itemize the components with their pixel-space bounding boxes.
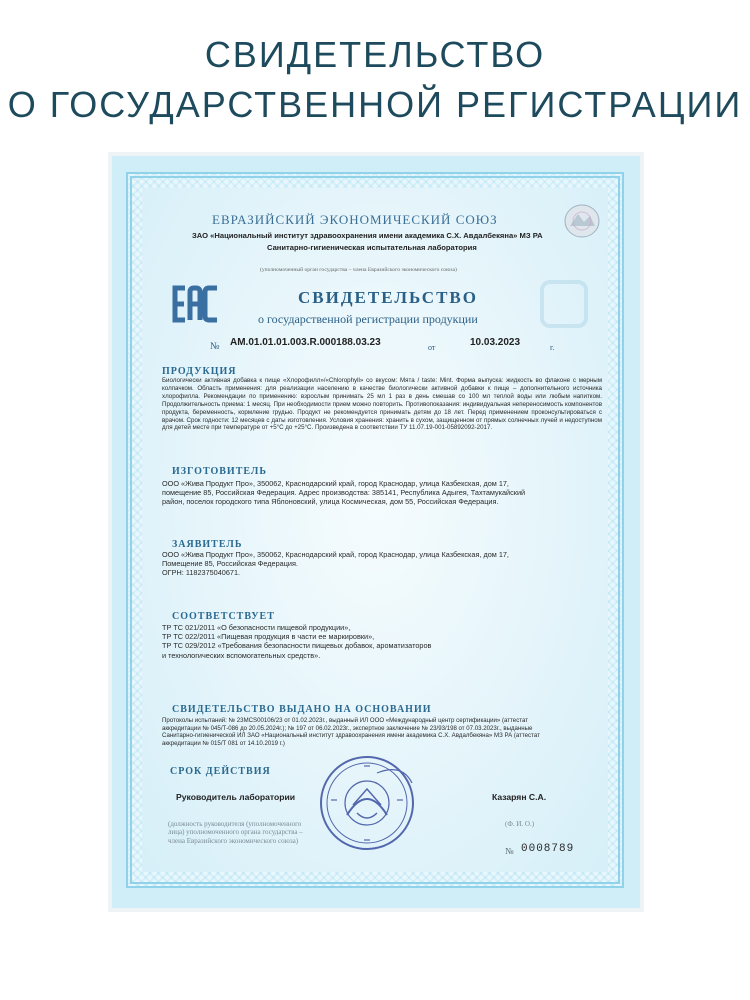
eac-logo-icon <box>172 284 220 324</box>
watermark-emblem-icon <box>534 274 594 334</box>
headline-line-2: О ГОСУДАРСТВЕННОЙ РЕГИСТРАЦИИ <box>7 84 743 125</box>
basis-line: Протоколы испытаний: № 23MCS00106/23 от 01.02.2023г., выданный ИЛ ООО «Международный центр сертификации» (аттестат <box>162 717 529 724</box>
manufacturer-details <box>162 479 602 507</box>
basis-details <box>162 717 602 747</box>
serial-number: 0008789 <box>521 843 575 855</box>
manufacturer-line: район, поселок городского типа Яблоновский, улица Космическая, дом 55, Российская Федерация. <box>162 497 499 507</box>
conformity-line: ТР ТС 021/2011 «О безопасности пищевой продукции», <box>162 623 351 632</box>
basis-line: аккредитации № 045/Т-086 до 20.05.2024г.); № 197 от 06.02.2023г., экспертное заключение № 23/93/198 от 07.03.2023г., выданные <box>162 724 533 732</box>
authorized-body-note: (уполномоченный орган государства – члена Евразийского экономического союза) <box>260 267 457 273</box>
signatory-hint: (должность руководителя (уполномоченного лица) уполномоченного органа государства – члена Евразийского экономического союза) <box>168 820 303 845</box>
year-suffix: г. <box>550 343 555 352</box>
official-stamp-icon <box>317 753 417 853</box>
laboratory-name: Санитарно-гигиеническая испытательная лаборатория <box>267 243 477 252</box>
basis-line: аккредитации № 015/Т 081 от 14.10.2019 г.) <box>162 739 285 747</box>
page-headline <box>0 30 750 130</box>
number-sign: № <box>210 341 220 352</box>
institute-name: ЗАО «Национальный институт здравоохранения имени академика С.Х. Авдалбекяна» МЗ РА <box>192 231 543 240</box>
conformity-line: ТР ТС 022/2011 «Пищевая продукция в части ее маркировки», <box>162 632 375 642</box>
basis-heading: СВИДЕТЕЛЬСТВО ВЫДАНО НА ОСНОВАНИИ <box>172 704 432 715</box>
applicant-details <box>162 550 602 578</box>
conformity-line: и технологических вспомогательных средств». <box>162 650 321 660</box>
applicant-line: Помещение 85, Российская Федерация. <box>162 559 298 569</box>
applicant-line: ООО «Жива Продукт Про», 350062, Краснодарский край, город Краснодар, улица Казбекская, дом 17, <box>162 550 509 559</box>
basis-line: Санитарно-гигиенической ИЛ ЗАО «Национальный институт здравоохранения имени академика С.Х. Авдалбекяна» МЗ РА (аттестат <box>162 732 540 740</box>
certificate-date: 10.03.2023 <box>470 337 521 348</box>
applicant-line: ОГРН: 1182375040671. <box>162 568 241 578</box>
hologram-seal-icon <box>564 204 600 238</box>
signatory-role: Руководитель лаборатории <box>176 792 296 802</box>
from-label: от <box>428 343 436 352</box>
union-title: ЕВРАЗИЙСКИЙ ЭКОНОМИЧЕСКИЙ СОЮЗ <box>212 212 498 227</box>
applicant-heading: ЗАЯВИТЕЛЬ <box>172 539 243 550</box>
serial-number-sign: № <box>505 846 514 856</box>
fio-hint: (Ф. И. О.) <box>505 820 535 828</box>
product-description: Биологически активная добавка к пище «Хлорофилл»/«Chlorophyll» со вкусом: Мята / taste: Mint. Форма выпуска: жидкость во флаконе с мерным колпачком. Область применения: для реализации населению в качестве биологически активной добавки к пище – дополнительного источника хлорофилла. Рекомендации по применению: взрослым принимать 25 мл 1 раз в день смешав со 100 мл теплой воды или любым напитком. Продолжительность приема: 1 месяц. При необходимости прием можно повторить. Противопоказания: индивидуальная непереносимость компонентов продукта, беременность, кормление грудью. Продукт не рекомендуется принимать детям до 18 лет. Перед применением проконсультироваться с врачом. Срок годности: 12 месяцев с даты изготовления. Условия хранения: хранить в сухом, защищенном от прямых солнечных лучей и недоступном для детей месте при температуре от +5°С до +25°С. Произведена в соответствии ТУ 11.07.19-001-05892092-2017. <box>162 377 602 432</box>
manufacturer-heading: ИЗГОТОВИТЕЛЬ <box>172 466 267 477</box>
conformity-heading: СООТВЕТСТВУЕТ <box>172 611 275 622</box>
validity-heading: СРОК ДЕЙСТВИЯ <box>170 766 271 777</box>
certificate-document <box>112 156 640 908</box>
certificate-title: СВИДЕТЕЛЬСТВО <box>298 288 478 307</box>
conformity-line: ТР ТС 029/2012 «Требования безопасности пищевых добавок, ароматизаторов <box>162 641 432 651</box>
product-heading: ПРОДУКЦИЯ <box>162 366 237 377</box>
manufacturer-line: помещение 85, Российская Федерация. Адрес производства: 385141, Республика Адыгея, Тахтамукайский <box>162 488 526 498</box>
manufacturer-line: ООО «Жива Продукт Про», 350062, Краснодарский край, город Краснодар, улица Казбекская, дом 17, <box>162 479 509 488</box>
conformity-details <box>162 623 602 660</box>
headline-line-1: СВИДЕТЕЛЬСТВО <box>204 34 546 75</box>
certificate-number: AM.01.01.01.003.R.000188.03.23 <box>230 337 381 348</box>
certificate-subtitle: о государственной регистрации продукции <box>258 312 478 326</box>
signatory-name: Казарян С.А. <box>492 792 547 802</box>
